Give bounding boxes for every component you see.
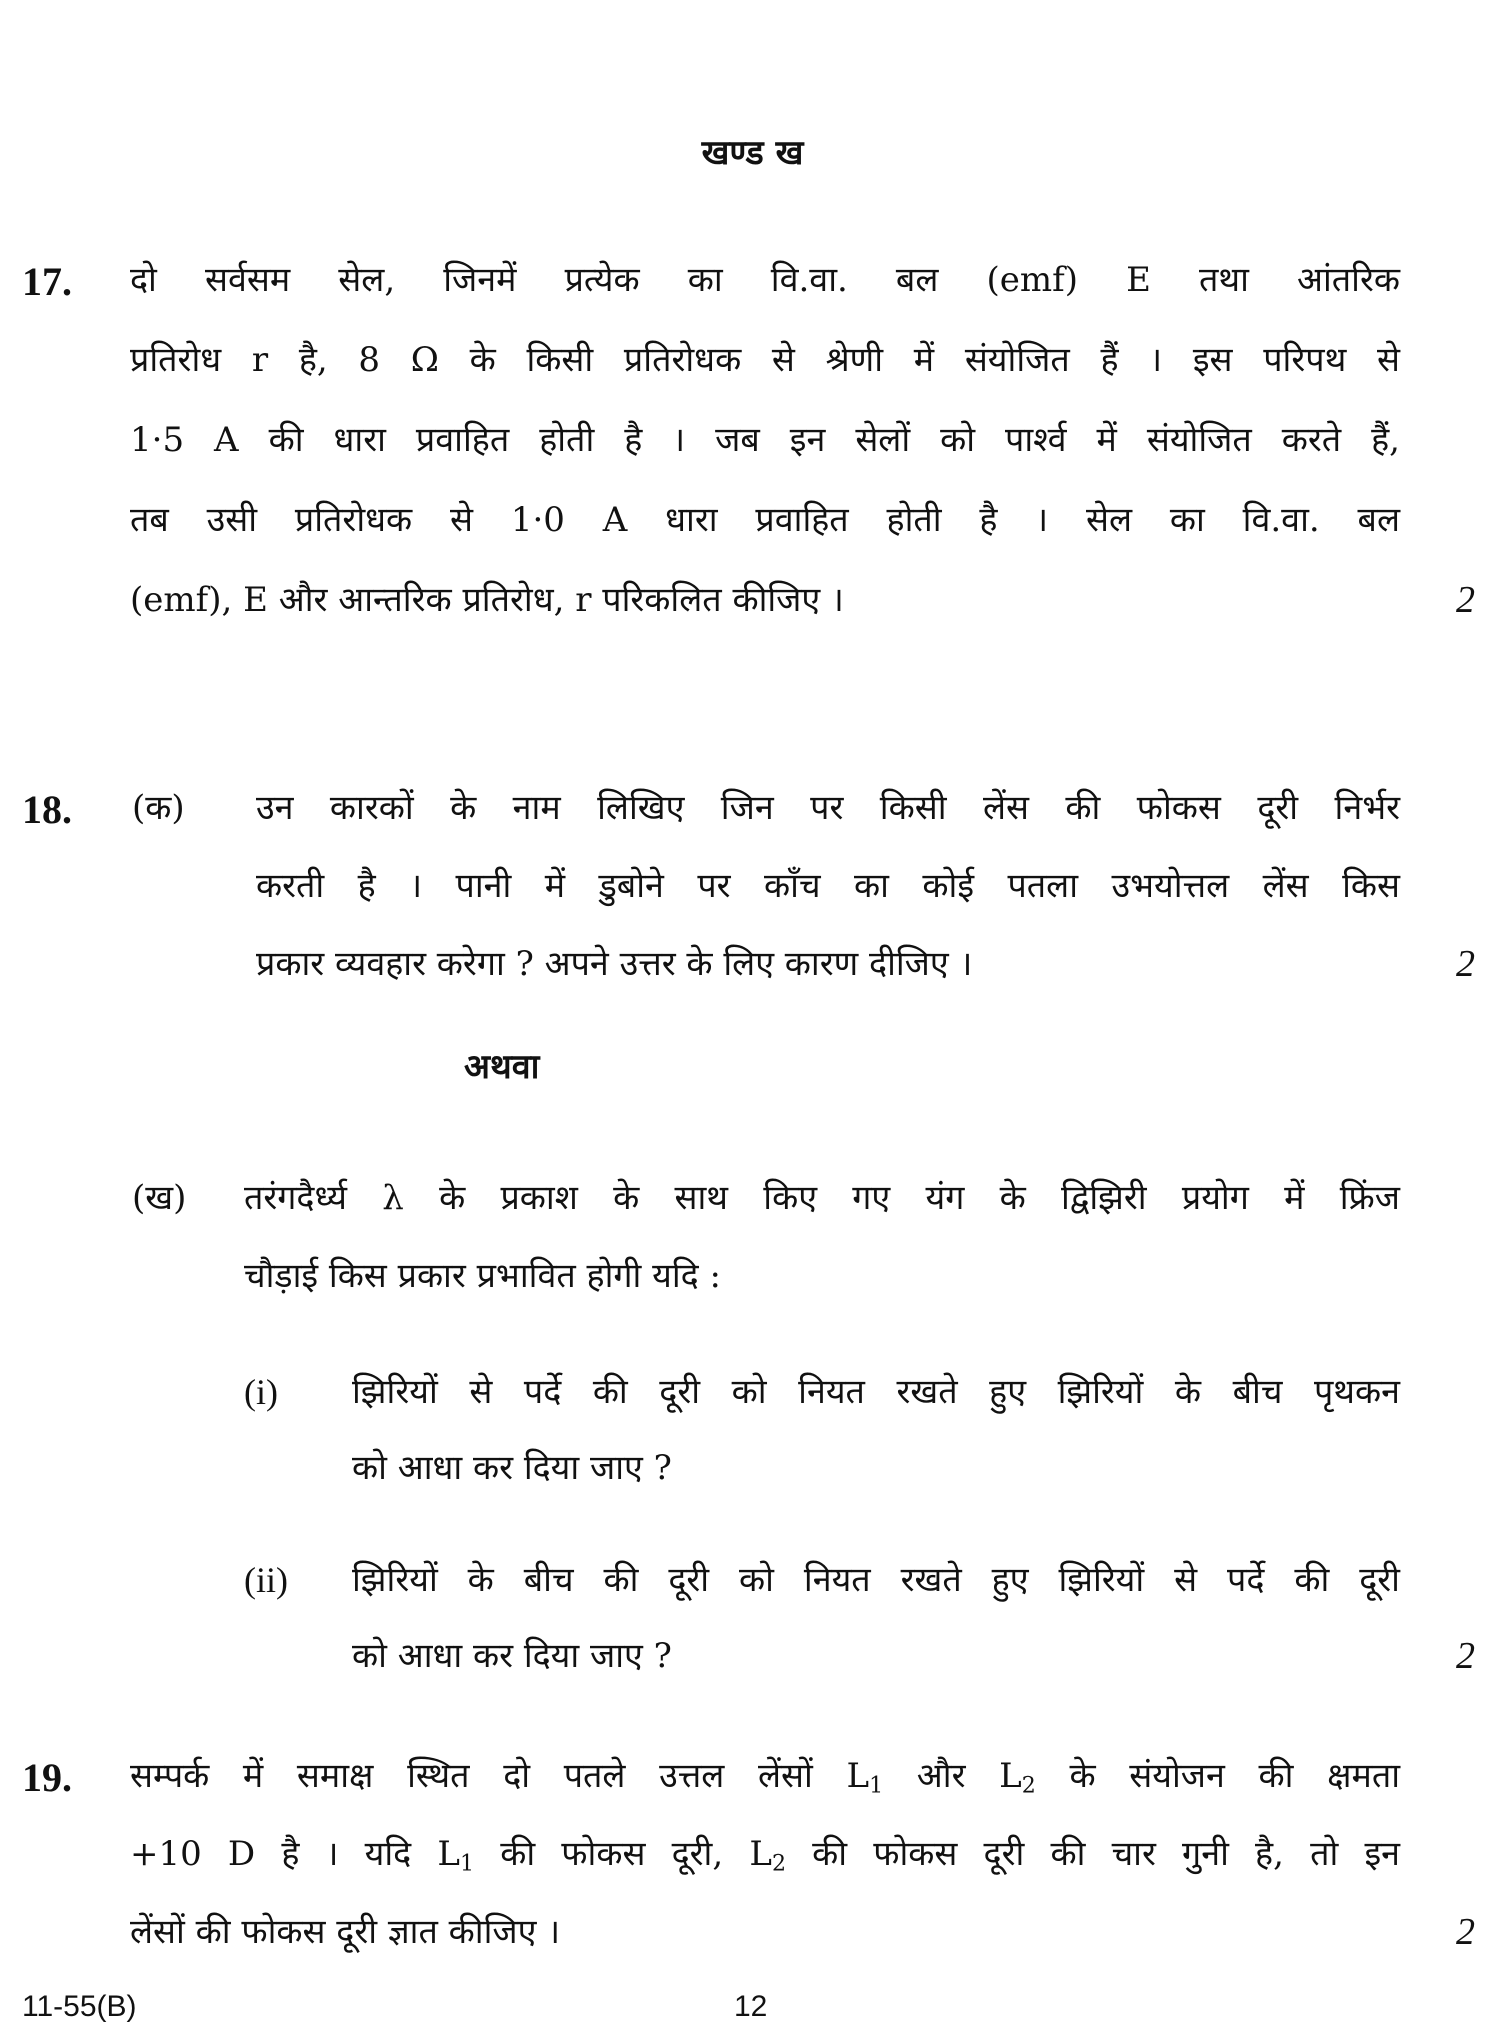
- q19-subscript: 1: [459, 1850, 475, 1877]
- question-18-part-b-marks: 2: [1456, 1635, 1475, 1677]
- question-19-number: 19.: [22, 1755, 72, 1800]
- question-18-part-b-line: चौड़ाई किस प्रकार प्रभावित होगी यदि :: [244, 1256, 721, 1296]
- question-19-line: लेंसों की फोकस दूरी ज्ञात कीजिए ।: [130, 1912, 561, 1952]
- q19-subscript: 1: [869, 1772, 884, 1799]
- question-17-line: 1·5 A की धारा प्रवाहित होती है । जब इन सेलों को पार्श्व में संयोजित करते हैं,: [130, 420, 1400, 460]
- sub-question-ii-label: (ii): [244, 1560, 288, 1600]
- question-18-part-b-line: तरंगदैर्ध्य λ के प्रकाश के साथ किए गए यंग के द्विझिरी प्रयोग में फ्रिंज: [244, 1178, 1400, 1218]
- question-19-line: [130, 1834, 1400, 1884]
- question-18-part-a-marks: 2: [1456, 943, 1475, 985]
- q19-subscript: 2: [771, 1850, 786, 1877]
- q19-text: की फोकस दूरी, L: [474, 1834, 772, 1874]
- q19-text: और L: [883, 1756, 1022, 1796]
- question-18-number: 18.: [22, 787, 72, 832]
- question-18-part-a-line: करती है । पानी में डुबोने पर काँच का कोई पतला उभयोत्तल लेंस किस: [256, 866, 1400, 906]
- sub-question-i-line: को आधा कर दिया जाए ?: [352, 1448, 672, 1488]
- question-18-part-a-label: (क): [132, 788, 185, 828]
- q19-subscript: 2: [1021, 1772, 1036, 1799]
- question-17-line: (emf), E और आन्तरिक प्रतिरोध, r परिकलित कीजिए ।: [130, 580, 844, 620]
- paper-code: 11-55(B): [22, 1990, 137, 2023]
- sub-question-i-line: झिरियों से पर्दे की दूरी को नियत रखते हुए झिरियों के बीच पृथकन: [352, 1372, 1400, 1412]
- sub-question-ii-line: को आधा कर दिया जाए ?: [352, 1636, 672, 1676]
- sub-question-i-label: (i): [244, 1372, 278, 1412]
- question-19-marks: 2: [1456, 1911, 1475, 1953]
- or-label: अथवा: [464, 1047, 540, 1087]
- question-18-part-b-label: (ख): [132, 1178, 187, 1218]
- question-18-part-a-line: प्रकार व्यवहार करेगा ? अपने उत्तर के लिए कारण दीजिए ।: [256, 944, 973, 984]
- question-18-part-a-line: उन कारकों के नाम लिखिए जिन पर किसी लेंस की फोकस दूरी निर्भर: [256, 788, 1400, 828]
- question-17-line: तब उसी प्रतिरोधक से 1·0 A धारा प्रवाहित होती है । सेल का वि.वा. बल: [130, 500, 1400, 540]
- q19-text: सम्पर्क में समाक्ष स्थित दो पतले उत्तल लेंसों L: [130, 1756, 870, 1796]
- q19-text: +10 D है । यदि L: [130, 1834, 460, 1874]
- question-17-number: 17.: [22, 259, 72, 304]
- section-title: खण्ड ख: [701, 133, 804, 173]
- q19-text: की फोकस दूरी की चार गुनी है, तो इन: [786, 1834, 1401, 1874]
- question-17-marks: 2: [1456, 579, 1475, 621]
- question-17-line: प्रतिरोध r है, 8 Ω के किसी प्रतिरोधक से श्रेणी में संयोजित हैं । इस परिपथ से: [130, 340, 1400, 380]
- question-17-line: दो सर्वसम सेल, जिनमें प्रत्येक का वि.वा. बल (emf) E तथा आंतरिक: [130, 260, 1400, 300]
- page-number: 12: [734, 1990, 768, 2023]
- sub-question-ii-line: झिरियों के बीच की दूरी को नियत रखते हुए झिरियों से पर्दे की दूरी: [352, 1560, 1400, 1600]
- q19-text: के संयोजन की क्षमता: [1035, 1756, 1401, 1796]
- question-19-line: [130, 1756, 1400, 1806]
